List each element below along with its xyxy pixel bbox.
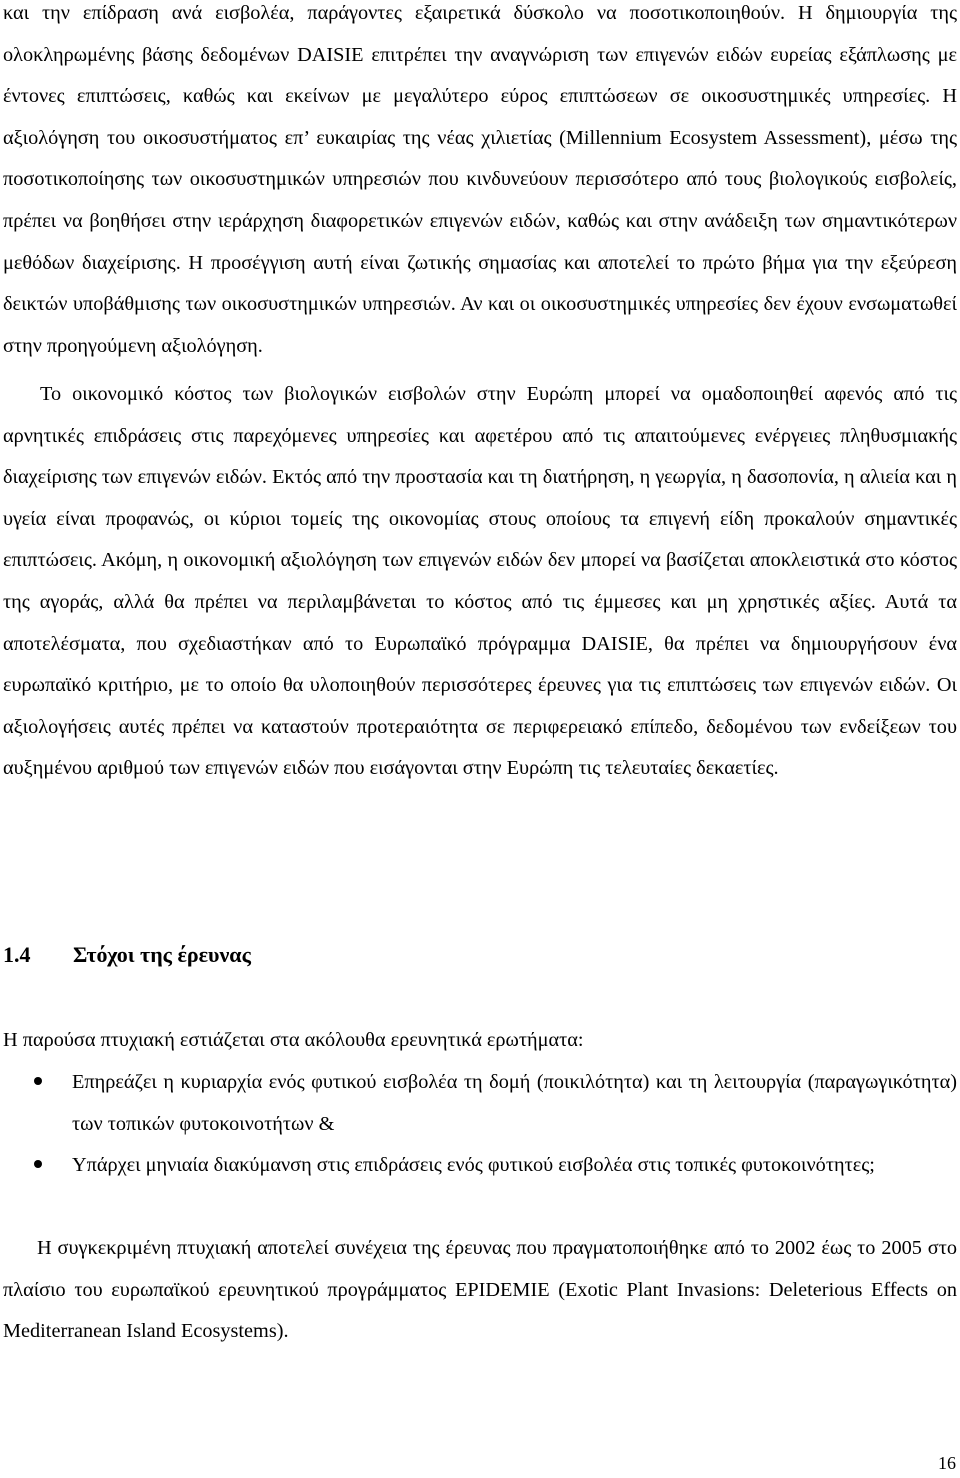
- paragraph-economic-cost: Το οικονομικό κόστος των βιολογικών εισβολών στην Ευρώπη μπορεί να ομαδοποιηθεί αφενός από τις αρνητικές επιδράσεις στις παρεχόμενες υπηρεσίες και αφετέρου από τις απαιτούμενες ενέργειες πληθυσμιακής διαχείρισης των επιγενών ειδών. Εκτός από την προστασία και τη διατήρηση, η γεωργία, η δασοπονία, η αλιεία και η υγεία είναι προφανώς, οι κύριοι τομείς της οικονομίας στους οποίους τα επιγενή είδη προκαλούν σημαντικές επιπτώσεις. Ακόμη, η οικονομική αξιολόγηση των επιγενών ειδών δεν μπορεί να βασίζεται αποκλειστικά στο κόστος της αγοράς, αλλά θα πρέπει να περιλαμβάνεται το κόστος από τις έμμεσες και μη χρηστικές αξίες. Αυτά τα αποτελέσματα, που σχεδιαστήκαν από το Ευρωπαϊκό πρόγραμμα DAISIE, θα πρέπει να δημιουργήσουν ένα ευρωπαϊκό κριτήριο, με το οποίο θα υλοποιηθούν περισσότερες έρευνες για τις επιπτώσεις των επιγενών ειδών. Οι αξιολογήσεις αυτές πρέπει να καταστούν προτεραιότητα σε περιφερειακό επίπεδο, δεδομένου των ενδείξεων του αυξημένου αριθμού των επιγενών ειδών που εισάγονται στην Ευρώπη τις τελευταίες δεκαετίες.: [3, 383, 957, 780]
- list-item-text: Υπάρχει μηνιαία διακύμανση στις επιδράσεις ενός φυτικού εισβολέα στις τοπικές φυτοκοινότητες;: [72, 1154, 875, 1177]
- paragraph-epidemie: Η συγκεκριμένη πτυχιακή αποτελεί συνέχεια της έρευνας που πραγματοποιήθηκε από το 2002 έως το 2005 στο πλαίσιο του ευρωπαϊκού ερευνητικού προγράμματος EPIDEMIE (Exotic Plant Invasions: Deleterious Effects on Mediterranean Island Ecosystems).: [3, 1237, 957, 1343]
- bullet-icon: [34, 1077, 42, 1085]
- page-number: 16: [938, 1453, 956, 1473]
- bullet-icon: [34, 1160, 42, 1168]
- research-questions-list: [0, 1062, 957, 1187]
- list-item-text: Επηρεάζει η κυριαρχία ενός φυτικού εισβολέα τη δομή (ποικιλότητα) και τη λειτουργία (παραγωγικότητα) των τοπικών φυτοκοινοτήτων &: [72, 1071, 957, 1135]
- paragraph-daisie-impacts: και την επίδραση ανά εισβολέα, παράγοντες εξαιρετικά δύσκολο να ποσοτικοποιηθούν. Η δημιουργία της ολοκληρωμένης βάσης δεδομένων DAISIE επιτρέπει την αναγνώριση των επιγενών ειδών ευρείας εξάπλωσης με έντονες επιπτώσεις, καθώς και εκείνων με μεγαλύτερο εύρος επιπτώσεων σε οικοσυστημικές υπηρεσίες. Η αξιολόγηση του οικοσυστήματος επ’ ευκαιρίας της νέας χιλιετίας (Millennium Ecosystem Assessment), μέσω της ποσοτικοποίησης των οικοσυστημικών υπηρεσιών που κινδυνεύουν περισσότερο από τους βιολογικούς εισβολείς, πρέπει να βοηθήσει στην ιεράρχηση διαφορετικών επιγενών ειδών, καθώς και στην ανάδειξη των σημαντικότερων μεθόδων διαχείρισης. Η προσέγγιση αυτή είναι ζωτικής σημασίας και αποτελεί το πρώτο βήμα για την εξεύρεση δεικτών υποβάθμισης των οικοσυστημικών υπηρεσιών. Αν και οι οικοσυστημικές υπηρεσίες δεν έχουν ενσωματωθεί στην προηγούμενη αξιολόγηση.: [3, 2, 957, 357]
- list-item: [0, 1062, 957, 1145]
- section-heading: [3, 933, 251, 977]
- list-item: [0, 1145, 957, 1187]
- section-number: 1.4: [3, 942, 31, 967]
- research-questions-intro: Η παρούσα πτυχιακή εστιάζεται στα ακόλουθα ερευνητικά ερωτήματα:: [3, 1029, 584, 1051]
- section-title: Στόχοι της έρευνας: [73, 942, 251, 967]
